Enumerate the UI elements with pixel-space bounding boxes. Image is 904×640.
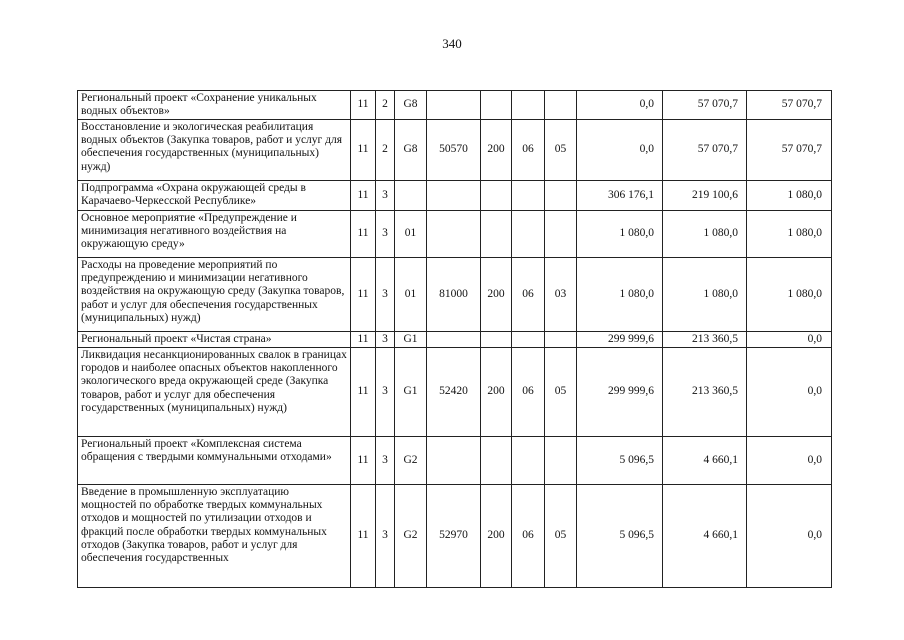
code-subsection xyxy=(545,181,577,211)
code-subsection: 03 xyxy=(545,258,577,332)
amount-year-1: 299 999,6 xyxy=(577,332,663,348)
amount-year-3: 0,0 xyxy=(747,332,832,348)
amount-year-2: 1 080,0 xyxy=(663,211,747,258)
code-expense-type xyxy=(481,181,512,211)
code-event: G8 xyxy=(395,91,427,120)
code-direction xyxy=(427,437,481,485)
code-chapter: 06 xyxy=(512,485,545,588)
amount-year-2: 57 070,7 xyxy=(663,91,747,120)
row-name: Восстановление и экологическая реабилитация водных объектов (Закупка товаров, работ и услуг для обеспечения государственных (муниципальных) нужд) xyxy=(78,120,351,181)
code-chapter xyxy=(512,437,545,485)
code-expense-type: 200 xyxy=(481,348,512,437)
budget-table xyxy=(77,90,832,588)
amount-year-2: 213 360,5 xyxy=(663,348,747,437)
code-subsection xyxy=(545,332,577,348)
code-expense-type: 200 xyxy=(481,120,512,181)
amount-year-3: 0,0 xyxy=(747,437,832,485)
amount-year-1: 1 080,0 xyxy=(577,258,663,332)
amount-year-3: 1 080,0 xyxy=(747,211,832,258)
amount-year-1: 306 176,1 xyxy=(577,181,663,211)
code-direction: 52970 xyxy=(427,485,481,588)
code-subprogram: 3 xyxy=(376,348,395,437)
amount-year-1: 1 080,0 xyxy=(577,211,663,258)
table-row xyxy=(78,211,832,258)
code-chapter xyxy=(512,91,545,120)
code-section: 11 xyxy=(351,91,376,120)
table-row xyxy=(78,437,832,485)
amount-year-3: 0,0 xyxy=(747,348,832,437)
code-expense-type xyxy=(481,211,512,258)
code-expense-type: 200 xyxy=(481,485,512,588)
code-expense-type xyxy=(481,437,512,485)
table-row xyxy=(78,332,832,348)
amount-year-2: 213 360,5 xyxy=(663,332,747,348)
amount-year-1: 0,0 xyxy=(577,91,663,120)
code-subsection: 05 xyxy=(545,348,577,437)
code-section: 11 xyxy=(351,437,376,485)
code-subprogram: 3 xyxy=(376,211,395,258)
amount-year-2: 57 070,7 xyxy=(663,120,747,181)
amount-year-2: 1 080,0 xyxy=(663,258,747,332)
row-name: Подпрограмма «Охрана окружающей среды в Карачаево-Черкесской Республике» xyxy=(78,181,351,211)
code-subprogram: 3 xyxy=(376,181,395,211)
code-section: 11 xyxy=(351,120,376,181)
code-subprogram: 2 xyxy=(376,120,395,181)
row-name: Региональный проект «Комплексная система обращения с твердыми коммунальными отходами» xyxy=(78,437,351,485)
row-name: Ликвидация несанкционированных свалок в границах городов и наиболее опасных объектов накопленного экологического вреда окружающей среде (Закупка товаров, работ и услуг для обеспечения государственных (муниципальных) нужд) xyxy=(78,348,351,437)
code-subsection xyxy=(545,437,577,485)
amount-year-1: 0,0 xyxy=(577,120,663,181)
code-direction xyxy=(427,91,481,120)
code-section: 11 xyxy=(351,211,376,258)
amount-year-3: 57 070,7 xyxy=(747,120,832,181)
amount-year-3: 57 070,7 xyxy=(747,91,832,120)
code-subprogram: 3 xyxy=(376,437,395,485)
code-direction: 52420 xyxy=(427,348,481,437)
code-direction: 50570 xyxy=(427,120,481,181)
code-chapter xyxy=(512,211,545,258)
row-name: Основное мероприятие «Предупреждение и минимизация негативного воздействия на окружающую среду» xyxy=(78,211,351,258)
code-subprogram: 3 xyxy=(376,332,395,348)
code-subprogram: 3 xyxy=(376,258,395,332)
table-row xyxy=(78,485,832,588)
code-event: G2 xyxy=(395,437,427,485)
code-expense-type: 200 xyxy=(481,258,512,332)
code-chapter xyxy=(512,332,545,348)
code-subsection xyxy=(545,211,577,258)
table-row xyxy=(78,258,832,332)
amount-year-3: 0,0 xyxy=(747,485,832,588)
code-event: 01 xyxy=(395,258,427,332)
amount-year-1: 5 096,5 xyxy=(577,485,663,588)
code-direction: 81000 xyxy=(427,258,481,332)
code-direction xyxy=(427,332,481,348)
code-section: 11 xyxy=(351,485,376,588)
table-row xyxy=(78,120,832,181)
code-section: 11 xyxy=(351,181,376,211)
row-name: Введение в промышленную эксплуатацию мощностей по обработке твердых коммунальных отходов и мощностей по утилизации отходов и фракций после обработки твердых коммунальных отходов (Закупка товаров, работ и услуг для обеспечения государственных xyxy=(78,485,351,588)
code-event: 01 xyxy=(395,211,427,258)
code-subsection: 05 xyxy=(545,485,577,588)
code-direction xyxy=(427,181,481,211)
code-event xyxy=(395,181,427,211)
row-name: Региональный проект «Сохранение уникальных водных объектов» xyxy=(78,91,351,120)
amount-year-3: 1 080,0 xyxy=(747,258,832,332)
amount-year-2: 4 660,1 xyxy=(663,485,747,588)
code-chapter: 06 xyxy=(512,258,545,332)
amount-year-2: 219 100,6 xyxy=(663,181,747,211)
code-event: G8 xyxy=(395,120,427,181)
code-expense-type xyxy=(481,332,512,348)
amount-year-3: 1 080,0 xyxy=(747,181,832,211)
row-name: Расходы на проведение мероприятий по предупреждению и минимизации негативного воздействия на окружающую среду (Закупка товаров, работ и услуг для обеспечения государственных (муниципальных) нужд) xyxy=(78,258,351,332)
code-chapter xyxy=(512,181,545,211)
amount-year-2: 4 660,1 xyxy=(663,437,747,485)
code-section: 11 xyxy=(351,332,376,348)
code-event: G1 xyxy=(395,332,427,348)
table-row xyxy=(78,181,832,211)
code-section: 11 xyxy=(351,348,376,437)
code-subprogram: 3 xyxy=(376,485,395,588)
code-event: G1 xyxy=(395,348,427,437)
amount-year-1: 5 096,5 xyxy=(577,437,663,485)
code-event: G2 xyxy=(395,485,427,588)
code-section: 11 xyxy=(351,258,376,332)
code-subprogram: 2 xyxy=(376,91,395,120)
code-chapter: 06 xyxy=(512,120,545,181)
table-row xyxy=(78,91,832,120)
code-expense-type xyxy=(481,91,512,120)
page-number: 340 xyxy=(442,36,462,51)
table-row xyxy=(78,348,832,437)
code-subsection xyxy=(545,91,577,120)
code-direction xyxy=(427,211,481,258)
code-chapter: 06 xyxy=(512,348,545,437)
table-body xyxy=(78,91,832,588)
code-subsection: 05 xyxy=(545,120,577,181)
amount-year-1: 299 999,6 xyxy=(577,348,663,437)
row-name: Региональный проект «Чистая страна» xyxy=(78,332,351,348)
